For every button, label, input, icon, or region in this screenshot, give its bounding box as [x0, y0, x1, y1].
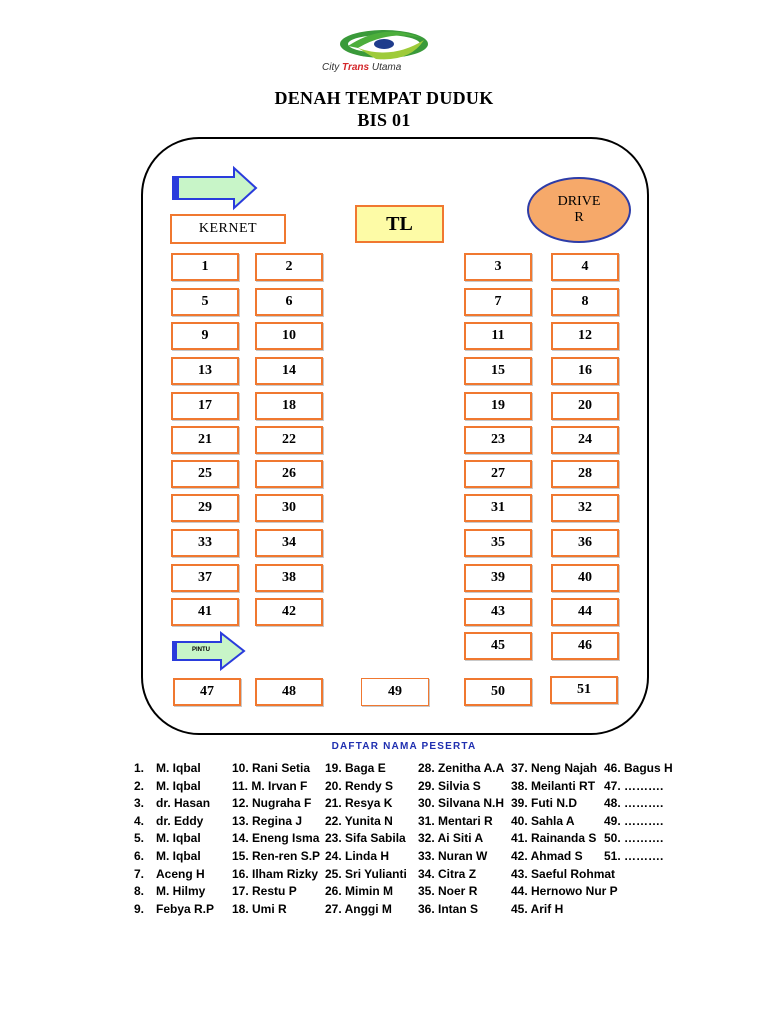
list-item: 30. Silvana N.H: [418, 796, 505, 811]
seat-9: 9: [171, 322, 239, 350]
seat-22: 22: [255, 426, 323, 454]
seat-15: 15: [464, 357, 532, 385]
list-item: 21. Resya K: [325, 796, 393, 811]
seat-51: 51: [550, 676, 618, 704]
seat-43: 43: [464, 598, 532, 626]
seat-14: 14: [255, 357, 323, 385]
seat-29: 29: [171, 494, 239, 522]
seat-17: 17: [171, 392, 239, 420]
list-item: 26. Mimin M: [325, 884, 394, 899]
list-item: 46. Bagus H: [604, 761, 673, 775]
list-item: 9. Febya R.P: [134, 901, 215, 916]
list-item: 33. Nuran W: [418, 848, 488, 863]
list-item: 22. Yunita N: [325, 813, 393, 828]
entrance-arrow-icon: [170, 165, 260, 211]
participant-list-title: DAFTAR NAMA PESERTA: [331, 741, 477, 752]
seat-27: 27: [464, 460, 532, 488]
seat-49: 49: [361, 678, 429, 706]
list-item: 35. Noer R: [418, 884, 478, 899]
seat-16: 16: [551, 357, 619, 385]
seat-40: 40: [551, 564, 619, 592]
list-item: 14. Eneng Isma: [232, 831, 320, 846]
seat-37: 37: [171, 564, 239, 592]
page-subtitle: BIS 01: [357, 110, 411, 130]
list-item: 12. Nugraha F: [232, 796, 312, 811]
seat-30: 30: [255, 494, 323, 522]
list-item: 17. Restu P: [232, 884, 297, 899]
list-item: 31. Mentari R: [418, 813, 493, 828]
page-title: DENAH TEMPAT DUDUK: [274, 88, 494, 108]
list-item: 47. ……….: [604, 778, 664, 793]
list-item: 1. M. Iqbal: [134, 761, 201, 775]
seat-2: 2: [255, 253, 323, 281]
list-item: 13. Regina J: [232, 813, 303, 828]
list-item: 50. ……….: [604, 831, 664, 846]
driver-ellipse: DRIVE R: [527, 177, 631, 243]
list-item: 27. Anggi M: [325, 901, 392, 916]
list-item: 11. M. Irvan F: [232, 778, 308, 793]
seat-34: 34: [255, 529, 323, 557]
list-item: 48. ……….: [604, 796, 664, 811]
list-item: 36. Intan S: [418, 901, 479, 916]
seat-21: 21: [171, 426, 239, 454]
seat-42: 42: [255, 598, 323, 626]
list-item: 37. Neng Najah: [511, 761, 598, 775]
seat-44: 44: [551, 598, 619, 626]
list-item: 20. Rendy S: [325, 778, 394, 793]
seat-20: 20: [551, 392, 619, 420]
seat-10: 10: [255, 322, 323, 350]
tl-box: TL: [355, 205, 444, 243]
list-item: 41. Rainanda S: [511, 831, 597, 846]
list-item: 32. Ai Siti A: [418, 831, 484, 846]
seat-50: 50: [464, 678, 532, 706]
list-item: 24. Linda H: [325, 848, 390, 863]
list-item: 28. Zenitha A.A: [418, 761, 505, 775]
seat-31: 31: [464, 494, 532, 522]
list-item: 2. M. Iqbal: [134, 778, 201, 793]
seat-6: 6: [255, 288, 323, 316]
seat-18: 18: [255, 392, 323, 420]
seat-13: 13: [171, 357, 239, 385]
seat-7: 7: [464, 288, 532, 316]
kernet-box: KERNET: [170, 214, 286, 244]
logo-wordmark: City Trans Utama: [322, 62, 402, 73]
list-item: 25. Sri Yulianti: [325, 866, 407, 881]
list-item: 43. Saeful Rohmat: [511, 866, 616, 881]
seat-3: 3: [464, 253, 532, 281]
list-item: 34. Citra Z: [418, 866, 477, 881]
list-item: 45. Arif H: [511, 901, 564, 916]
seat-46: 46: [551, 632, 619, 660]
list-item: 29. Silvia S: [418, 778, 481, 793]
seat-23: 23: [464, 426, 532, 454]
seat-28: 28: [551, 460, 619, 488]
seat-48: 48: [255, 678, 323, 706]
participant-column-5: [511, 760, 618, 918]
seat-39: 39: [464, 564, 532, 592]
seat-33: 33: [171, 529, 239, 557]
participant-column-6: [604, 760, 673, 866]
list-item: 18. Umi R: [232, 901, 287, 916]
seat-4: 4: [551, 253, 619, 281]
list-item: 10. Rani Setia: [232, 761, 311, 775]
participant-column-1: [134, 760, 214, 918]
list-item: 39. Futi N.D: [511, 796, 578, 811]
seat-35: 35: [464, 529, 532, 557]
list-item: 40. Sahla A: [511, 813, 575, 828]
seat-32: 32: [551, 494, 619, 522]
list-item: 15. Ren-ren S.P: [232, 848, 321, 863]
list-item: 4. dr. Eddy: [134, 813, 204, 828]
list-item: 38. Meilanti RT: [511, 778, 596, 793]
list-item: 6. M. Iqbal: [134, 848, 201, 863]
list-item: 23. Sifa Sabila: [325, 831, 406, 846]
list-item: 3. dr. Hasan: [134, 796, 211, 811]
seat-45: 45: [464, 632, 532, 660]
list-item: 44. Hernowo Nur P: [511, 884, 618, 899]
participant-column-4: [418, 760, 504, 918]
list-item: 19. Baga E: [325, 761, 386, 775]
seat-5: 5: [171, 288, 239, 316]
list-item: 5. M. Iqbal: [134, 831, 201, 846]
pintu-label: PINTU: [192, 647, 210, 653]
participant-column-3: [325, 760, 407, 918]
seat-11: 11: [464, 322, 532, 350]
seat-19: 19: [464, 392, 532, 420]
participant-column-2: [232, 760, 320, 918]
seat-8: 8: [551, 288, 619, 316]
list-item: 16. Ilham Rizky: [232, 866, 319, 881]
seat-12: 12: [551, 322, 619, 350]
list-item: 8. M. Hilmy: [134, 884, 206, 899]
seat-41: 41: [171, 598, 239, 626]
seat-36: 36: [551, 529, 619, 557]
list-item: 7. Aceng H: [134, 866, 205, 881]
list-item: 49. ……….: [604, 813, 664, 828]
list-item: 42. Ahmad S: [511, 848, 583, 863]
seat-1: 1: [171, 253, 239, 281]
seat-24: 24: [551, 426, 619, 454]
seat-25: 25: [171, 460, 239, 488]
list-item: 51. ……….: [604, 848, 664, 863]
seat-38: 38: [255, 564, 323, 592]
seat-47: 47: [173, 678, 241, 706]
seat-26: 26: [255, 460, 323, 488]
